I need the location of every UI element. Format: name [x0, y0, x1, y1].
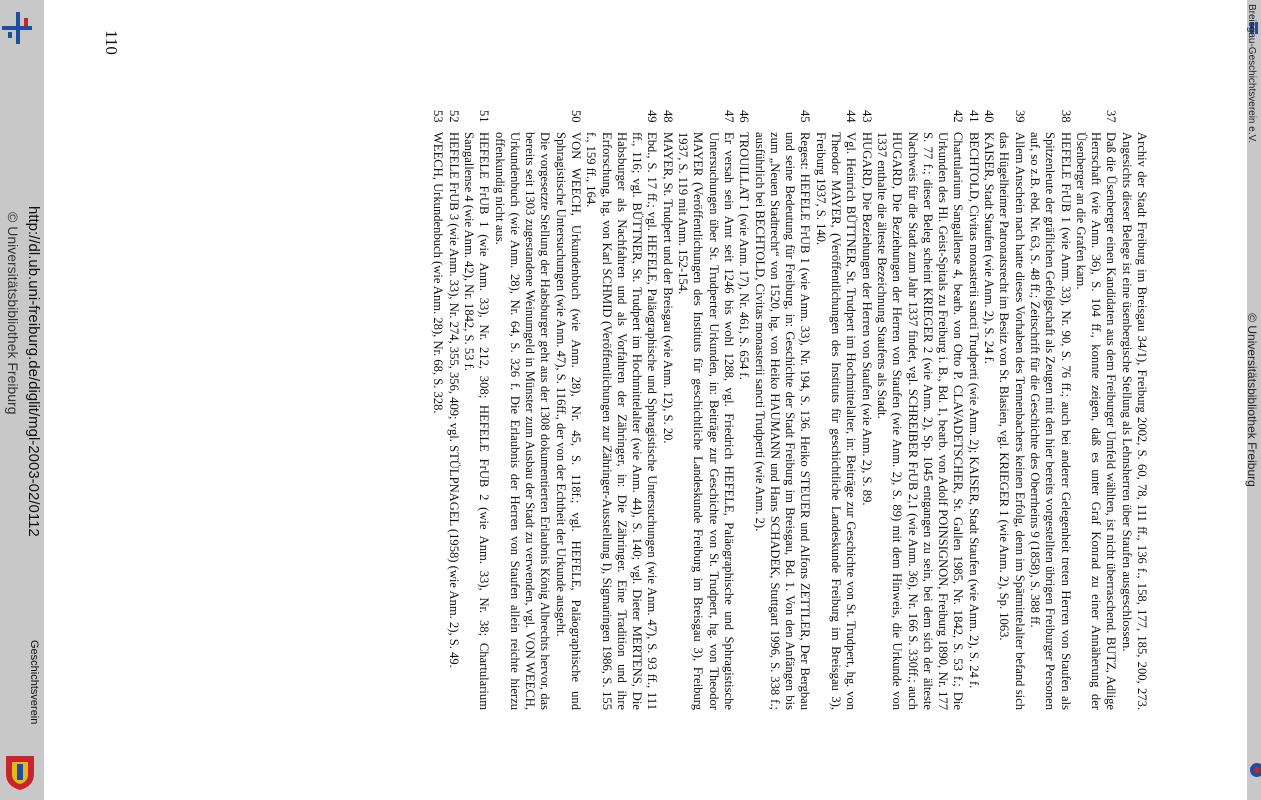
footnote-text: Ebd., S. 17 ff.; vgl. HEFELE, Paläographische und Sphragistische Untersuchungen (wie Anm. 47), S. 93 ff., 111 ff., 116; vgl. BÜTTNER, St. Trudpert im Hochmittelalter (wie Anm. 44), S. 140; vgl. Dieter MERTENS, Die Habsburger als Nachfahren und als Vorfahren der Zähringer, in: Die Zähringer. Eine Tradition und ihre Erforschung, hg. von Karl SCHMID (Veröffentlichungen zur Zähringer-Ausstellung I), Sigmaringen 1986, S. 155 f., 159 ff., 164.	[584, 132, 660, 710]
footnote	[1073, 110, 1119, 710]
permalink-url[interactable]: http://dl.ub.uni-freiburg.de/diglit/mgl-2003-02/0112	[25, 206, 42, 537]
footnotes	[430, 110, 1149, 710]
footnote	[996, 110, 1027, 710]
footnote-text: HEFELE FrUB 1 (wie Anm. 33), Nr. 90, S. 76 ff.; auch bei anderer Gelegenheit treten Herren von Staufen als Spitzenleute der gräflichen Gefolgschaft als Zeugen mit den hier bereits vorgestellten übrigen Freiburger Personen auf, so z.B. ebd. Nr. 63, S. 48 ff.; Zeitschrift für die Geschichte des Oberrheins 9 (1858), S. 388 ff.	[1027, 132, 1073, 710]
footnote-number: 42	[951, 110, 966, 123]
footnote-number: 37	[1104, 110, 1119, 123]
footnote-text: KAISER, Stadt Staufen (wie Anm. 2), S. 24 f.	[982, 132, 997, 364]
footnote-number: 50	[569, 110, 584, 123]
footnote-number: 47	[721, 110, 736, 123]
footnote-number: 39	[1012, 110, 1027, 123]
footnote-number: 38	[1058, 110, 1073, 123]
edge-label-left: Breisgau-Geschichtsverein e.V.	[1246, 4, 1257, 144]
footnote	[751, 110, 812, 710]
footnote	[981, 110, 996, 710]
footnote-number: 40	[982, 110, 997, 123]
footnote	[858, 110, 873, 710]
footnote	[491, 110, 552, 710]
page-number: 110	[102, 30, 121, 55]
footnote-text: MAYER, St. Trudpert und der Breisgau (wie Anm. 12), S. 20.	[660, 132, 675, 444]
footnote-text: HUGARD, Die Beziehungen der Herren von Staufen (wie Anm. 2), S. 89.	[859, 132, 874, 506]
edge-label-right: Geschichtsverein	[28, 640, 40, 725]
footnote	[1118, 110, 1149, 710]
footnote-text: Vgl. Heinrich BÜTTNER, St. Trudpert im Hochmittelalter, in: Beiträge zur Geschichte von St. Trudpert, hg. von Theodor MAYER, (Veröffentlichungen des Instituts für geschichtliche Landeskunde Freiburg im Breisgau 3), Freiburg 1937, S. 140.	[813, 132, 859, 710]
footnote-number: 43	[859, 110, 874, 123]
footnote-text: Die vorgesetzte Stellung der Habsburger geht aus der 1308 dokumentierten Erlaubnis König Albrechts hervor, das bereits seit 1303 zugestandene Weinumgeld in Münster zum Ausbau der Stadt zu verwenden, vgl. VON WEECH, Urkundenbuch (wie Anm. 28), Nr. 64, S. 326 f. Die Erlaubnis der Herren von Staufen allein reichte hierzu offenkundig nicht aus.	[492, 132, 553, 710]
footnote-number: 41	[966, 110, 981, 123]
footnote-number: 51	[477, 110, 492, 123]
footnote-text: Allem Anschein nach hatte dieses Vorhaben des Tennenbachers keinen Erfolg, denn im Spätmittelalter befand sich das Hügelheimer Patronatsrecht im Besitz von St. Blasien, vgl. KRIEGER 1 (wie Anm. 2), Sp. 1063.	[997, 132, 1027, 710]
footnote-number: 53	[431, 110, 446, 123]
footnote-text: BECHTOLD, Civitas monasterii sancti Trudperti (wie Anm. 2); KAISER, Stadt Staufen (wie Anm. 2), S. 24 f.	[966, 132, 981, 689]
footnote	[552, 110, 583, 710]
footnote-number: 45	[798, 110, 813, 123]
footnote-text: HEFELE FrUB 3 (wie Anm. 33), Nr. 274, 355, 356, 409; vgl. STÜLPNAGEL (1958) (wie Anm. 2), S. 49.	[446, 132, 461, 668]
footer-copyright: © Universitätsbibliothek Freiburg	[5, 212, 21, 415]
footnote	[1027, 110, 1073, 710]
footnote-text: WEECH, Urkundenbuch (wie Anm. 28), Nr. 68, S. 328.	[431, 132, 446, 414]
footnote	[660, 110, 675, 710]
footnote	[430, 110, 445, 710]
page-footer	[0, 0, 44, 800]
footnote	[583, 110, 659, 710]
viewer-header-text: © Universitätsbibliothek Freiburg	[1245, 313, 1259, 487]
footnote	[965, 110, 980, 710]
footnote-text: HEFELE FrUB 1 (wie Anm. 33), Nr. 212, 308; HEFELE FrUB 2 (wie Anm. 33), Nr. 38; Chartularium Sangallense 4 (wie Anm. 42), Nr. 1842, S. 53 f.	[461, 132, 492, 710]
footnote-text: VON WEECH, Urkundenbuch (wie Anm. 28), Nr. 45, S. 118f.; vgl. HEFELE, Paläographische und Sphragistische Untersuchungen (wie Anm. 47), S. 116ff., der von der Echtheit der Urkunde ausgeht.	[553, 132, 584, 710]
footnote	[874, 110, 966, 710]
footnote	[812, 110, 858, 710]
footnote-number: 46	[737, 110, 752, 123]
footnote-number: 44	[844, 110, 859, 123]
footnote	[736, 110, 751, 710]
footnote-text: TROUILLAT 1 (wie Anm. 17), Nr. 461, S. 654 f.	[737, 132, 752, 380]
footnote	[445, 110, 460, 710]
footnote	[461, 110, 492, 710]
footnote-number: 48	[660, 110, 675, 123]
footnote-text: Er versah sein Amt seit 1246 bis wohl 1288, vgl. Friedrich HEFELE, Paläographische und Sphragistische Untersuchungen über St. Trudperter Urkunden, in: Beiträge zur Geschichte von St. Trudpert, hg. von Theodor MAYER (Veröffentlichungen des Instituts für geschichtliche Landeskunde Freiburg im Breisgau 3), Freiburg 1937, S. 119 mit Anm. 152-154.	[676, 132, 736, 710]
footnote-text: Regest: HEFELE FrUB 1 (wie Anm. 33), Nr. 194, S. 136. Heiko STEUER und Alfons ZETTLER, Der Bergbau und seine Bedeutung für Freiburg, in: Geschichte der Stadt Freiburg im Breisgau, Bd. 1. Von den Anfängen bis zum „Neuen Stadtrecht“ von 1520, hg. von Heiko HAUMANN und Hans SCHADEK, Stuttgart 1996, S. 338 f.; ausführlich bei BECHTOLD, Civitas monasterii sancti Trudperti (wie Anm. 2).	[752, 132, 813, 710]
footnote-number: 52	[446, 110, 461, 123]
footnote-text: Daß die Üsenberger einen Kandidaten aus dem Freiburger Umfeld wählten, ist nicht überraschend. BUTZ, Adlige Herrschaft (wie Anm. 36), S. 104 ff., konnte zeigen, daß es unter Graf Konrad zu einer Annäherung der Üsenberger an die Grafen kam.	[1073, 132, 1119, 710]
footnote	[675, 110, 736, 710]
footnote-text: Archiv der Stadt Freiburg im Breisgau 34/1), Freiburg 2002, S. 60, 78, 111 ff., 136 f., 158, 177, 185, 200, 273. Angesichts dieser Belege ist eine üsenbergische Stellung als Lehnsherren über Staufen ausgeschlossen.	[1119, 132, 1149, 710]
footnote-text: Chartularium Sangallense 4, bearb. von Otto P. CLAVADETSCHER, St. Gallen 1985, Nr. 1842, S. 53 f.; Die Urkunden des Hl. Geist-Spitals zu Freiburg i. B., Bd. 1, bearb. von Adolf POINSIGNON, Freiburg 1890, Nr. 177 S. 77 f.; dieser Beleg scheint KRIEGER 2 (wie Anm. 2), Sp. 1045 entgangen zu sein, bei dem sich der älteste Nachweis für die Stadt zum Jahr 1337 findet, vgl. SCHREIBER FrUB 2,1 (wie Anm. 36), Nr. 166 S. 330ff.; auch HUGARD, Die Beziehungen der Herren von Staufen (wie Anm. 2), S. 89) mit dem Hinweis, die Urkunde von 1337 enthalte die älteste Bezeichnung Staufens als Stadt.	[874, 132, 966, 710]
footnote-number: 49	[645, 110, 660, 123]
